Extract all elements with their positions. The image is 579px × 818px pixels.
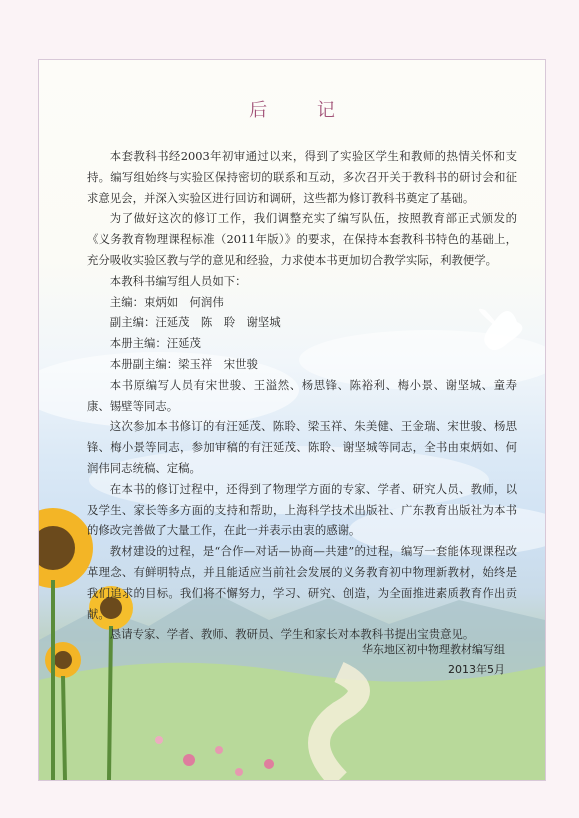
hills: [39, 663, 545, 780]
paragraph-team-heading: 本教科书编写组人员如下：: [109, 273, 247, 288]
paragraph-volume-deputy: 本册副主编：梁玉祥 宋世骏: [109, 356, 258, 371]
sunflower-large: [39, 508, 93, 588]
signature-block: [362, 640, 505, 680]
afterword-body: [87, 146, 517, 645]
paragraph-goals: 教材建设的过程，是“合作—对话—协商—共建”的过程，编写一套能体现课程改革理念、有鲜明特点，并且能适应当前社会发展的义务教育初中物理新教材，始终是我们追求的目标。我们将不懈努力，学习、研究、创造，为全面推进素质教育作出贡献。: [87, 544, 517, 621]
paragraph-revision-team: 这次参加本书修订的有汪延茂、陈聆、梁玉祥、朱美健、王金瑞、宋世骏、杨思锋、梅小景等同志，参加审稿的有汪延茂、陈聆、谢坚城等同志，全书由束炳如、何润伟同志统稿、定稿。: [87, 419, 517, 475]
page-title: 后 记: [249, 100, 357, 121]
page-frame: [38, 59, 546, 781]
paragraph-feedback: 恳请专家、学者、教师、教研员、学生和家长对本教科书提出宝贵意见。: [109, 627, 475, 642]
signature-org: 华东地区初中物理教材编写组: [362, 643, 505, 656]
paragraph-deputy-editors: 副主编：汪延茂 陈 聆 谢坚城: [109, 315, 281, 330]
signature-date: 2013年5月: [448, 663, 505, 676]
paragraph-thanks: 在本书的修订过程中，还得到了物理学方面的专家、学者、研究人员、教师，以及学生、家长等多方面的支持和帮助，上海科学技术出版社、广东教育出版社为本书的修改完善做了大量工作，在此一并表示由衷的感谢。: [87, 481, 517, 538]
sunflower-bottom: [45, 642, 81, 678]
paragraph-original-authors: 本书原编写人员有宋世骏、王溢然、杨思锋、陈裕利、梅小景、谢坚城、童寿康、锡壁等同志。: [87, 377, 517, 413]
paragraph-volume-editor: 本册主编：汪延茂: [109, 336, 201, 351]
paragraph-intro: 本套教科书经2003年初审通过以来，得到了实验区学生和教师的热情关怀和支持。编写组始终与实验区保持密切的联系和互动，多次召开关于教科书的研讨会和征求意见会，并深入实验区进行回访和调研，这些都为修订教科书奠定了基础。: [87, 149, 517, 205]
paragraph-revision: 为了做好这次的修订工作，我们调整充实了编写队伍，按照教育部正式颁发的《义务教育物理课程标准（2011年版）》的要求，在保持本套教科书特色的基础上，充分吸收实验区教与学的意见和经验，力求使本书更加切合教学实际，利教便学。: [87, 211, 517, 267]
paragraph-chief-editors: 主编：束炳如 何润伟: [109, 294, 224, 309]
